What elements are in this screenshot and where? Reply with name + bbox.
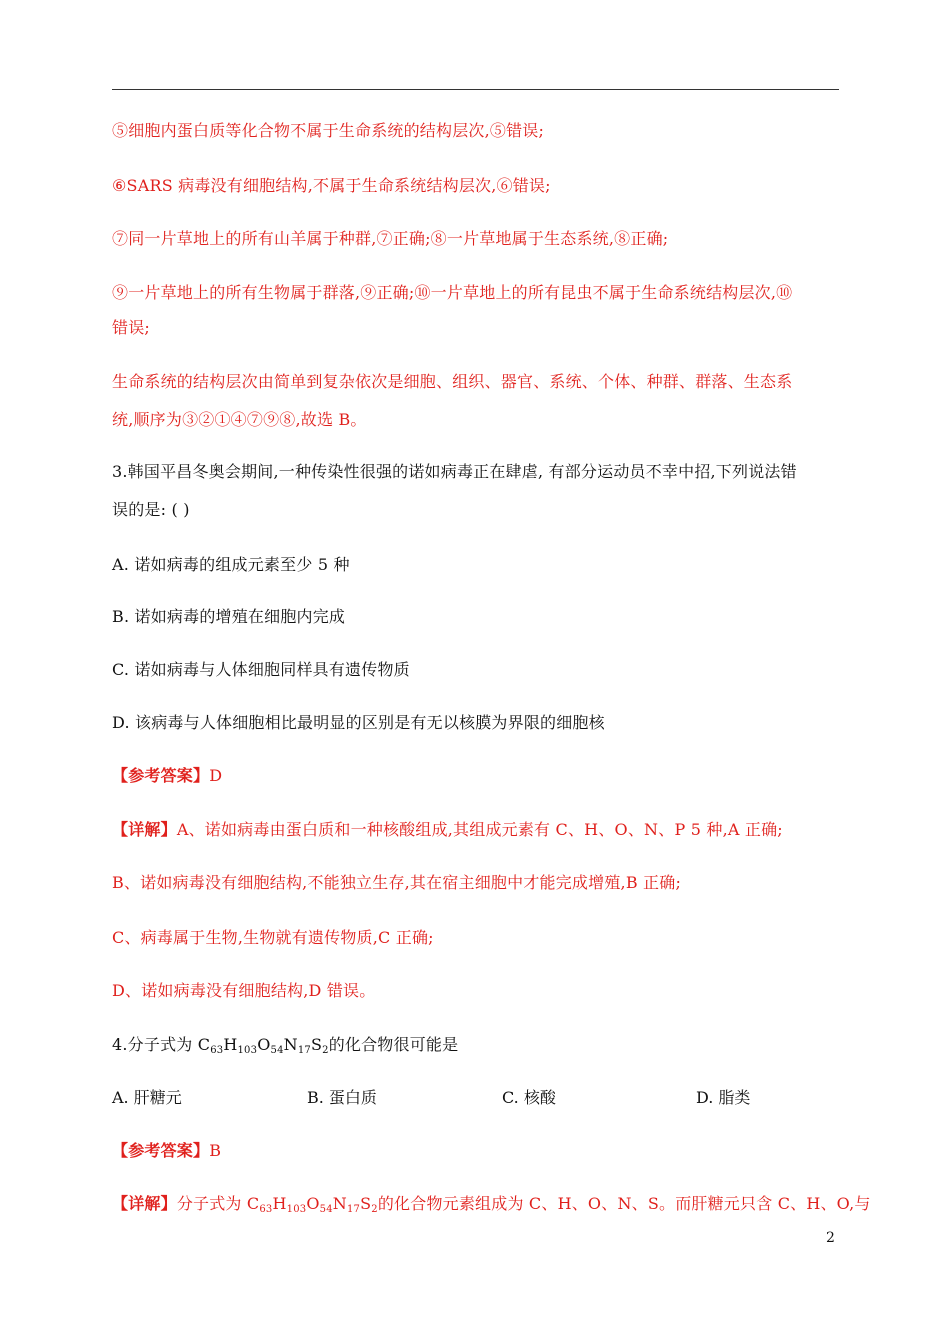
q3-detail-1-text: A、诺如病毒由蛋白质和一种核酸组成,其组成元素有 C、H、O、N、P 5 种,A 正确; bbox=[176, 820, 783, 839]
q3-stem-line-2: 误的是: ( ) bbox=[112, 500, 190, 519]
q4-answer-tag: 【参考答案】 bbox=[112, 1141, 210, 1160]
q3-detail-tag: 【详解】 bbox=[112, 820, 177, 839]
explanation-line-6: ⑥SARS 病毒没有细胞结构,不属于生命系统结构层次,⑥错误; bbox=[112, 176, 551, 195]
explanation-line-9-10: ⑨一片草地上的所有生物属于群落,⑨正确;⑩一片草地上的所有昆虫不属于生命系统结构层次,⑩ bbox=[112, 283, 793, 302]
q4-answer-value: B bbox=[209, 1141, 222, 1160]
explanation-line-5: ⑤细胞内蛋白质等化合物不属于生命系统的结构层次,⑤错误; bbox=[112, 121, 545, 140]
q4-option-c: C. 核酸 bbox=[502, 1088, 556, 1107]
summary-line-1: 生命系统的结构层次由简单到复杂依次是细胞、组织、器官、系统、个体、种群、群落、生态系 bbox=[112, 372, 793, 391]
q3-option-b: B. 诺如病毒的增殖在细胞内完成 bbox=[112, 607, 346, 626]
q3-answer-value: D bbox=[209, 766, 223, 785]
summary-line-2: 统,顺序为③②①④⑦⑨⑧,故选 B。 bbox=[112, 410, 367, 429]
page-number: 2 bbox=[826, 1230, 835, 1246]
q4-detail-tag: 【详解】 bbox=[112, 1194, 177, 1213]
q3-detail-1 bbox=[112, 820, 783, 840]
q4-option-b: B. 蛋白质 bbox=[307, 1088, 377, 1107]
q3-answer bbox=[112, 766, 222, 786]
q3-detail-3: C、病毒属于生物,生物就有遗传物质,C 正确; bbox=[112, 928, 434, 947]
q4-detail-suffix: 的化合物元素组成为 C、H、O、N、S。而肝糖元只含 C、H、O,与 bbox=[377, 1194, 871, 1213]
q4-detail bbox=[112, 1194, 871, 1214]
explanation-line-10-cont: 错误; bbox=[112, 318, 150, 337]
q3-stem-line-1: 3.韩国平昌冬奥会期间,一种传染性很强的诺如病毒正在肆虐, 有部分运动员不幸中招,下列说法错 bbox=[112, 462, 797, 481]
q3-option-d: D. 该病毒与人体细胞相比最明显的区别是有无以核膜为界限的细胞核 bbox=[112, 713, 605, 732]
q4-detail-formula: $C_{63}H_{103}O_{54}N_{17}S_2$ bbox=[246, 1194, 378, 1215]
q3-option-c: C. 诺如病毒与人体细胞同样具有遗传物质 bbox=[112, 660, 410, 679]
q4-detail-prefix: 分子式为 bbox=[176, 1194, 247, 1213]
q4-stem-suffix: 的化合物很可能是 bbox=[328, 1035, 459, 1054]
q3-detail-4: D、诺如病毒没有细胞结构,D 错误。 bbox=[112, 981, 376, 1000]
q4-formula: $C_{63}H_{103}O_{54}N_{17}S_2$ bbox=[197, 1035, 329, 1056]
q4-option-d: D. 脂类 bbox=[696, 1088, 751, 1107]
q4-stem bbox=[112, 1035, 458, 1055]
q3-option-a: A. 诺如病毒的组成元素至少 5 种 bbox=[112, 555, 350, 574]
q4-answer bbox=[112, 1141, 221, 1161]
q3-answer-tag: 【参考答案】 bbox=[112, 766, 210, 785]
q4-option-a: A. 肝糖元 bbox=[112, 1088, 182, 1107]
q4-stem-prefix: 4.分子式为 bbox=[112, 1035, 198, 1054]
header-rule bbox=[112, 89, 839, 90]
explanation-line-7-8: ⑦同一片草地上的所有山羊属于种群,⑦正确;⑧一片草地属于生态系统,⑧正确; bbox=[112, 229, 669, 248]
q3-detail-2: B、诺如病毒没有细胞结构,不能独立生存,其在宿主细胞中才能完成增殖,B 正确; bbox=[112, 873, 682, 892]
